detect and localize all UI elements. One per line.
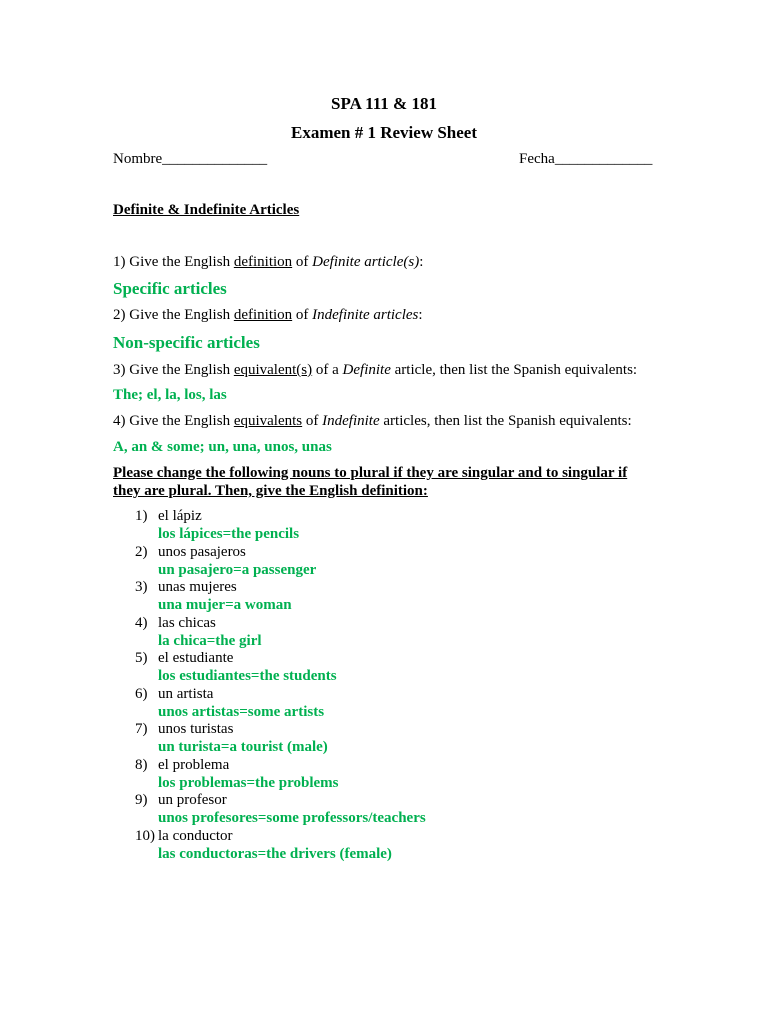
question-4-underlined: equivalents [233,413,303,429]
item-answer: un turista=a tourist (male) [158,739,328,755]
question-4-prefix: 4) Give the English [113,413,234,429]
question-2-prefix: 2) Give the English [113,307,234,323]
item-noun: unas mujeres [158,579,237,595]
answer-1: Specific articles [113,279,227,298]
date-field-label: Fecha_____________ [519,151,653,167]
list-item [113,720,673,756]
question-3-underlined: equivalent(s) [233,362,313,378]
item-noun: el problema [158,756,230,773]
item-number: 10) [135,827,155,844]
item-number: 7) [135,721,148,737]
question-2-italic: Indefinite articles [312,307,419,323]
item-answer: unos artistas=some artists [158,703,325,720]
plural-instructions: Please change the following nouns to plural if they are singular and to singular if they are plural. Then, give the English definition: [113,465,628,499]
item-number: 4) [135,614,148,631]
item-number: 3) [135,579,148,595]
section-title: Definite & Indefinite Articles [113,202,300,218]
question-3-mid: of a [312,362,343,378]
item-answer: los lápices=the pencils [158,526,300,542]
question-4 [113,413,632,430]
question-1-italic: Definite article(s) [312,254,420,270]
question-3-suffix: article, then list the Spanish equivalents: [390,362,638,378]
item-answer: unos profesores=some professors/teachers [158,810,426,826]
list-item [113,756,673,792]
list-item [113,578,673,614]
question-3 [113,362,637,379]
question-4-suffix: articles, then list the Spanish equivalents: [379,413,632,429]
page-title: Examen # 1 Review Sheet [290,123,478,142]
question-4-mid: of [302,413,323,429]
item-number: 8) [135,756,148,773]
name-field-label: Nombre______________ [113,151,268,167]
item-number: 5) [135,650,148,666]
question-1-suffix: : [419,254,424,270]
list-item [113,543,673,579]
question-1-mid: of [292,254,313,270]
item-noun: un artista [158,685,214,702]
item-number: 9) [135,792,148,808]
question-3-italic: Definite [342,362,391,378]
list-item [113,507,673,543]
answer-3: The; el, la, los, las [113,387,227,403]
noun-list [113,507,673,862]
item-number: 1) [135,508,148,524]
item-answer: un pasajero=a passenger [158,561,317,578]
question-4-italic: Indefinite [322,413,380,429]
item-answer: las conductoras=the drivers (female) [158,845,392,862]
item-noun: unos turistas [158,721,234,737]
question-2-mid: of [292,307,313,323]
answer-2: Non-specific articles [113,333,260,352]
list-item [113,827,673,863]
question-2-underlined: definition [233,307,293,323]
answer-4: A, an & some; un, una, unos, unas [113,439,332,455]
item-noun: las chicas [158,614,216,631]
item-noun: el lápiz [158,508,202,524]
item-answer: los estudiantes=the students [158,668,337,684]
question-2-suffix: : [418,307,423,323]
question-1 [113,254,423,271]
item-noun: unos pasajeros [158,543,246,560]
item-noun: un profesor [158,792,227,808]
item-answer: la chica=the girl [158,632,262,649]
question-3-prefix: 3) Give the English [113,362,234,378]
list-item [113,614,673,650]
question-1-prefix: 1) Give the English [113,254,234,270]
question-1-underlined: definition [233,254,293,270]
item-answer: los problemas=the problems [158,774,339,791]
item-noun: el estudiante [158,650,234,666]
question-2 [113,307,423,324]
list-item [113,791,673,827]
list-item [113,649,673,685]
course-title: SPA 111 & 181 [331,94,437,113]
item-number: 2) [135,543,148,560]
list-item [113,685,673,721]
item-noun: la conductor [158,827,233,844]
item-number: 6) [135,685,148,702]
item-answer: una mujer=a woman [158,597,292,613]
